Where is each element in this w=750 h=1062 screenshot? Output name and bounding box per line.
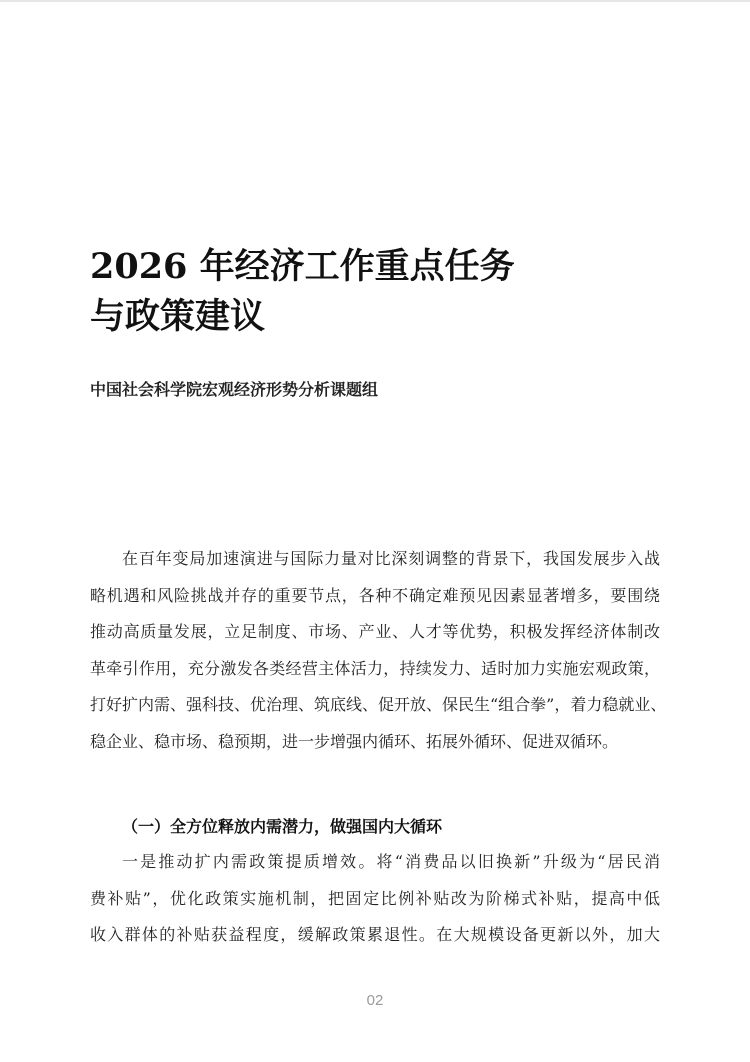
section-heading: （一）全方位释放内需潜力，做强国内大循环 [122,817,443,836]
title-line-2: 与政策建议 [90,296,266,337]
section-line: 费补贴”，优化政策实施机制，把固定比例补贴改为阶梯式补贴，提高中低 [90,888,660,908]
intro-line: 打好扩内需、强科技、优治理、筑底线、促开放、保民生“组合拳”，着力稳就业、 [90,695,667,714]
intro-line: 略机遇和风险挑战并存的重要节点，各种不确定难预见因素显著增多，要围绕 [90,585,660,605]
top-divider [0,0,750,2]
intro-line: 推动高质量发展，立足制度、市场、产业、人才等优势，积极发挥经济体制改 [90,622,660,641]
section-paragraph [90,844,660,954]
intro-line: 革牵引作用，充分激发各类经营主体活力，持续发力、适时加力实施宏观政策， [90,658,660,678]
section-line: 一是推动扩内需政策提质增效。将“消费品以旧换新”升级为“居民消 [122,852,660,871]
author-group: 中国社会科学院宏观经济形势分析课题组 [90,380,379,399]
section-line: 收入群体的补贴获益程度，缓解政策累退性。在大规模设备更新以外，加大 [90,925,660,944]
page-title [90,242,650,342]
intro-line: 稳企业、稳市场、稳预期，进一步增强内循环、拓展外循环、促进双循环。 [90,731,619,751]
page-number: 02 [366,992,384,1009]
intro-line: 在百年变局加速演进与国际力量对比深刻调整的背景下，我国发展步入战 [122,549,660,568]
intro-paragraph [90,541,667,760]
title-line-1: 2026 年经济工作重点任务 [90,246,515,287]
